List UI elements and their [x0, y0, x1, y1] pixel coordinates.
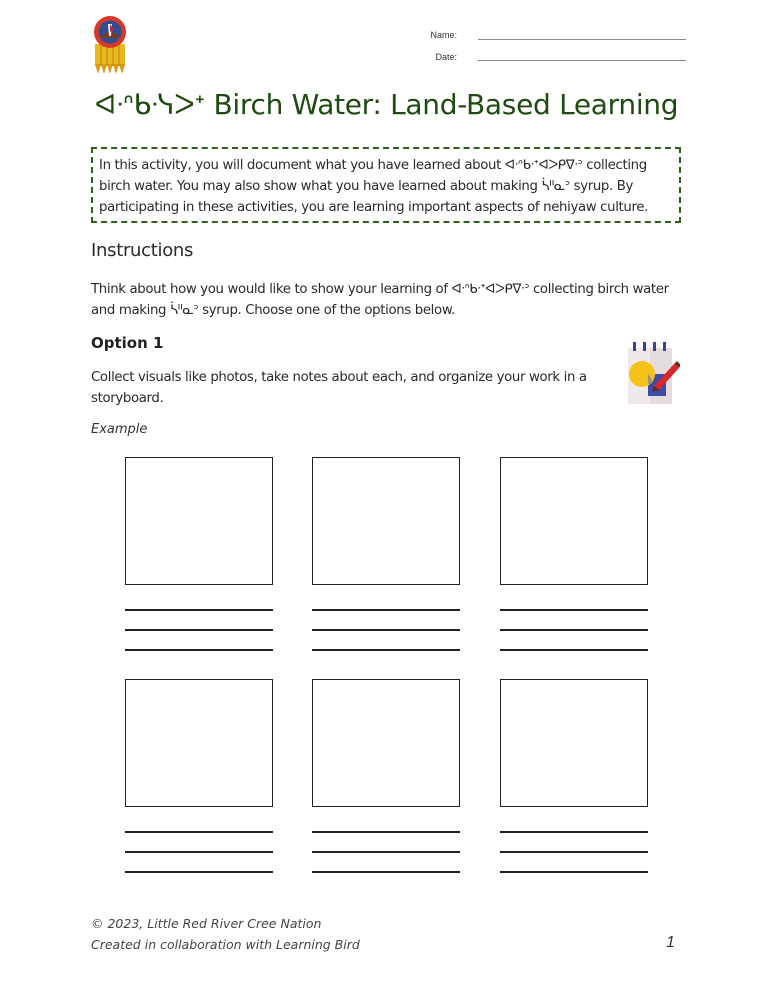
name-label: Name: — [430, 30, 457, 40]
caption-line[interactable] — [312, 831, 460, 833]
date-field[interactable] — [478, 60, 686, 61]
caption-line[interactable] — [500, 649, 648, 651]
credit-text: Created in collaboration with Learning Bird — [91, 937, 360, 952]
caption-line[interactable] — [125, 851, 273, 853]
storyboard-frame[interactable] — [312, 457, 460, 585]
storyboard-frame[interactable] — [312, 679, 460, 807]
storyboard-frame[interactable] — [125, 679, 273, 807]
caption-line[interactable] — [125, 831, 273, 833]
option-1-heading: Option 1 — [91, 334, 164, 352]
caption-line[interactable] — [500, 629, 648, 631]
instructions-heading: Instructions — [91, 240, 194, 261]
caption-line[interactable] — [500, 851, 648, 853]
caption-line[interactable] — [500, 831, 648, 833]
caption-line[interactable] — [312, 629, 460, 631]
intro-text: In this activity, you will document what you have learned about ᐊᐧᐢᑲᐧᐩᐊᐳᑭᐁᐧᐣ collecting birch water. You may also show what you have learned about making ᓵᐦᓇᐣ syrup. By participating in these activities, you are learning important aspects of nehiyaw culture. — [99, 158, 649, 215]
caption-line[interactable] — [312, 609, 460, 611]
storyboard-frame[interactable] — [500, 457, 648, 585]
feather-fringe-icon — [95, 44, 125, 74]
caption-line[interactable] — [312, 871, 460, 873]
caption-line[interactable] — [125, 649, 273, 651]
option-1-text: Collect visuals like photos, take notes about each, and organize your work in a storyboard. — [91, 370, 587, 406]
nation-logo — [88, 14, 132, 76]
caption-line[interactable] — [125, 629, 273, 631]
caption-line[interactable] — [312, 649, 460, 651]
instructions-text: Think about how you would like to show your learning of ᐊᐧᐢᑲᐧᐩᐊᐳᑭᐁᐧᐣ collecting birch water and making ᓵᐦᓇᐣ syrup. Choose one of the options below. — [91, 282, 669, 318]
storyboard-frame[interactable] — [125, 457, 273, 585]
copyright-text: © 2023, Little Red River Cree Nation — [91, 916, 322, 931]
example-label: Example — [91, 422, 148, 437]
storyboard-frame[interactable] — [500, 679, 648, 807]
date-label: Date: — [435, 52, 457, 62]
caption-line[interactable] — [125, 609, 273, 611]
intro-callout — [91, 147, 681, 223]
storyboard-drawing-icon — [624, 340, 680, 406]
caption-line[interactable] — [312, 851, 460, 853]
page-title: ᐊᐧᐢᑲᐧᓭᐳᐩ Birch Water: Land-Based Learning — [94, 88, 679, 121]
name-field[interactable] — [478, 39, 686, 40]
caption-line[interactable] — [500, 609, 648, 611]
page-number: 1 — [666, 934, 675, 951]
caption-line[interactable] — [125, 871, 273, 873]
caption-line[interactable] — [500, 871, 648, 873]
